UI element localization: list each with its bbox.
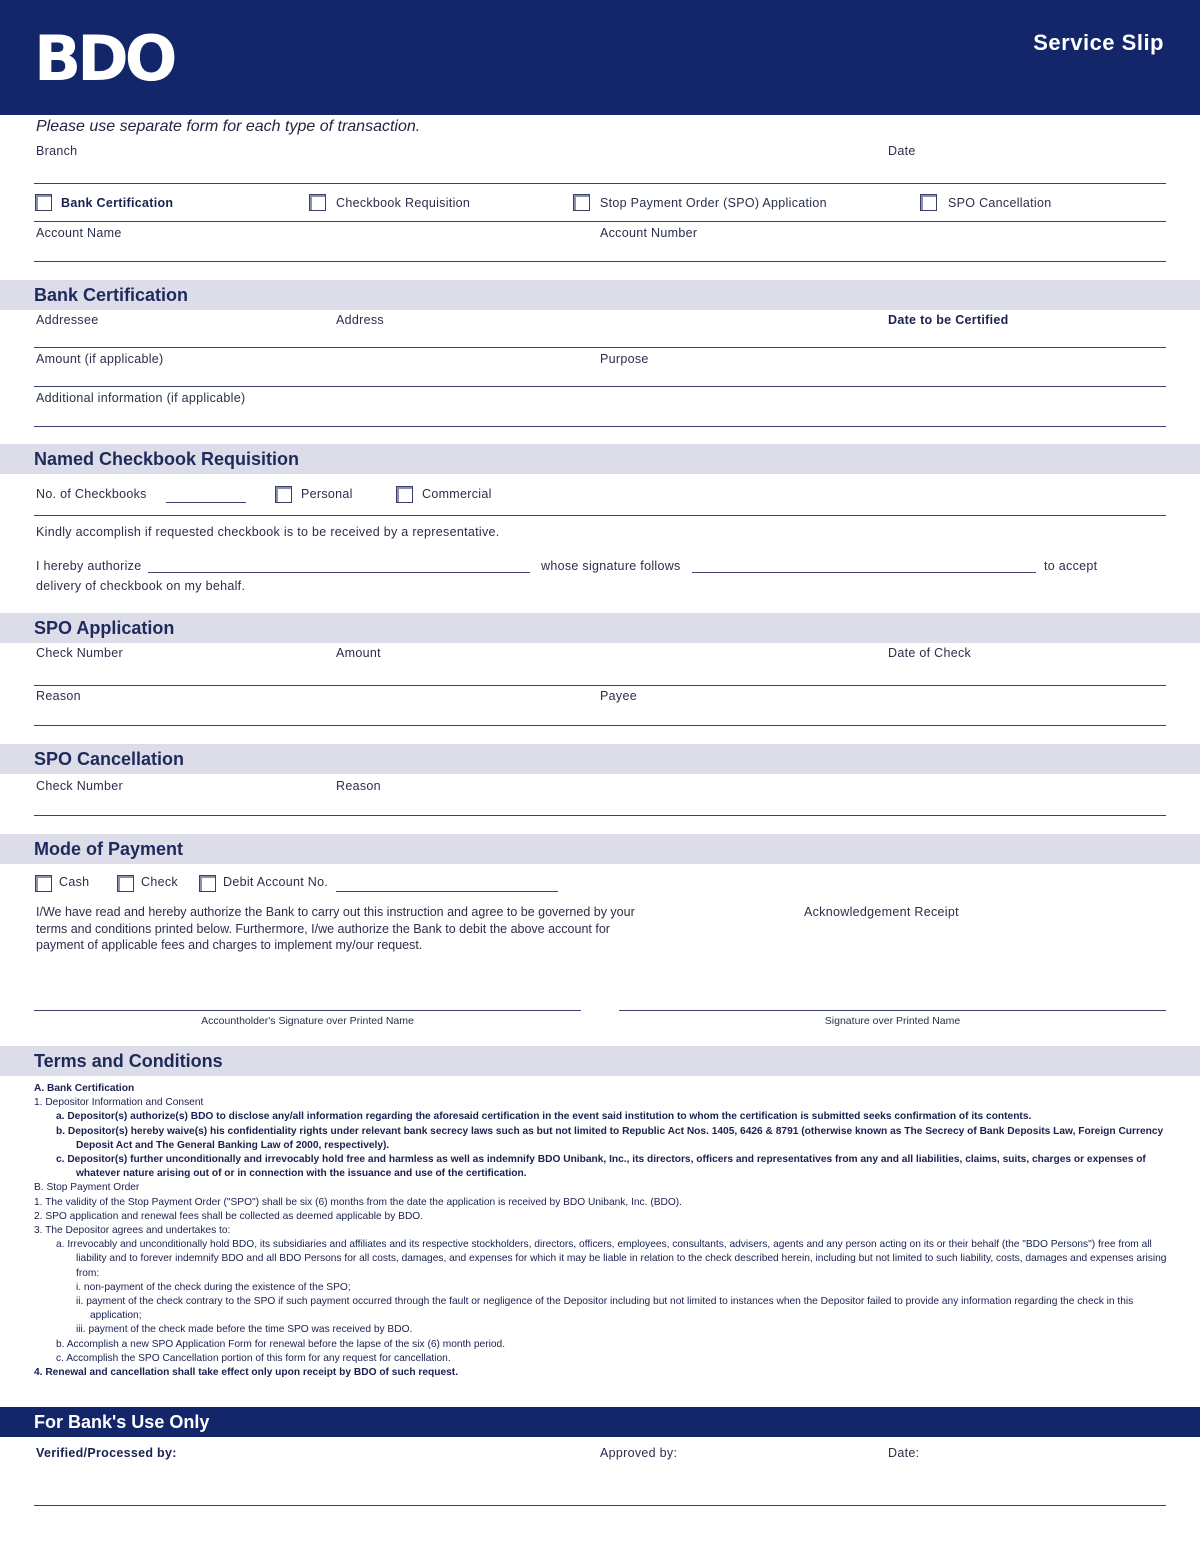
bank-certification-band (0, 280, 1200, 310)
debit-account-label: Debit Account No. (223, 875, 329, 889)
commercial-checkbox[interactable] (396, 486, 413, 503)
date-label: Date (888, 144, 916, 158)
bank-use-line[interactable] (34, 1505, 1166, 1506)
amount-label: Amount (if applicable) (36, 352, 164, 366)
additional-info-line[interactable] (34, 426, 1166, 427)
terms-a1b: b. Depositor(s) hereby waive(s) his confidentiality rights under relevant bank secrecy laws such as but not limited to Republic Act Nos. 1405, 6426 & 8791 (otherwise known as The Secrecy of Bank Deposits Law, Foreign Currency Deposit Act and The General Banking Law of 2000, respectively). (56, 1125, 1164, 1151)
terms-heading: Terms and Conditions (34, 1051, 223, 1071)
terms-a1: 1. Depositor Information and Consent (34, 1097, 204, 1109)
date-of-check-label: Date of Check (888, 646, 972, 660)
form-note: Please use separate form for each type of transaction. (36, 118, 421, 135)
terms-body (34, 1082, 1169, 1380)
spo-amount-label: Amount (336, 646, 381, 660)
terms-b4: 4. Renewal and cancellation shall take effect only upon receipt by BDO of such request. (34, 1367, 459, 1379)
address-label: Address (336, 313, 384, 327)
cash-label: Cash (59, 875, 90, 889)
spo-cancellation-option: SPO Cancellation (948, 196, 1052, 210)
spo-reason-label: Reason (36, 689, 81, 703)
checkbook-requisition-option: Checkbook Requisition (336, 196, 471, 210)
signature-follows-label: whose signature follows (541, 559, 681, 573)
check-number-label: Check Number (36, 646, 123, 660)
terms-band (0, 1046, 1200, 1076)
cancellation-line[interactable] (34, 815, 1166, 816)
authorization-text: I/We have read and hereby authorize the Bank to carry out this instruction and agree to be governed by your terms and conditions printed below. Furthermore, I/we authorize the Bank to debit the above account for payment of applicable fees and charges to implement my/our request. (36, 905, 635, 952)
checkbook-band (0, 444, 1200, 474)
header-bar (0, 0, 1200, 115)
terms-b2: 2. SPO application and renewal fees shall be collected as deemed applicable by BDO. (34, 1210, 424, 1222)
to-accept-label: to accept (1044, 559, 1098, 573)
payee-label: Payee (600, 689, 637, 703)
no-of-checkbooks-field[interactable] (166, 502, 246, 503)
spo-application-checkbox[interactable] (573, 194, 590, 211)
personal-label: Personal (301, 487, 353, 501)
debit-account-field[interactable] (336, 891, 558, 892)
cancel-check-number-label: Check Number (36, 779, 123, 793)
representative-name-field[interactable] (148, 572, 530, 573)
receiver-signature-caption: Signature over Printed Name (824, 1015, 961, 1027)
branch-label: Branch (36, 144, 78, 158)
bank-certification-option: Bank Certification (61, 196, 174, 210)
branch-date-line[interactable] (34, 183, 1166, 184)
spo-cancellation-heading: SPO Cancellation (34, 749, 185, 769)
holder-signature-caption: Accountholder's Signature over Printed Name (201, 1015, 414, 1027)
verified-label: Verified/Processed by: (36, 1446, 177, 1460)
spo-application-option: Stop Payment Order (SPO) Application (600, 196, 827, 210)
bdo-logo: BDO (34, 22, 174, 95)
bank-use-band (0, 1407, 1200, 1437)
spo-application-band (0, 613, 1200, 643)
amount-purpose-line[interactable] (34, 386, 1166, 387)
no-of-checkbooks-label: No. of Checkbooks (36, 487, 147, 501)
checkbook-requisition-checkbox[interactable] (309, 194, 326, 211)
date-to-be-certified-label: Date to be Certified (888, 313, 1009, 327)
terms-b3a-ii: ii. payment of the check contrary to the SPO if such payment occurred through the fault or negligence of the Depositor including but not limited to instances when the Depositor failed to provide any information regarding the check in this application; (76, 1296, 1134, 1322)
delivery-label: delivery of checkbook on my behalf. (36, 579, 246, 593)
form-title: Service Slip (1033, 30, 1164, 55)
addressee-label: Addressee (36, 313, 99, 327)
addressee-line[interactable] (34, 347, 1166, 348)
bank-certification-checkbox[interactable] (35, 194, 52, 211)
account-number-label: Account Number (600, 226, 698, 240)
divider (34, 221, 1166, 222)
authorize-label: I hereby authorize (36, 559, 142, 573)
divider (34, 515, 1166, 516)
commercial-label: Commercial (422, 487, 492, 501)
terms-b3a: a. Irrevocably and unconditionally hold BDO, its subsidiaries and affiliates and its respective stockholders, directors, officers, employees, consultants, advisers, agents and any person acting on its or their behalf (the "BDO Persons") free from all liability and to forever indemnify BDO and all BDO Persons for all costs, damages, and expenses for which it may be liable in relation to the check described herein, including but not limited to such liability, costs, damages and expenses arising from: (56, 1239, 1167, 1279)
terms-b3b: b. Accomplish a new SPO Application Form for renewal before the lapse of the six (6) month period. (56, 1338, 506, 1350)
check-details-line[interactable] (34, 685, 1166, 686)
terms-b3a-i: i. non-payment of the check during the existence of the SPO; (76, 1281, 351, 1293)
approved-label: Approved by: (600, 1446, 678, 1460)
check-label: Check (141, 875, 178, 889)
checkbook-heading: Named Checkbook Requisition (34, 449, 300, 469)
checkbook-instruction: Kindly accomplish if requested checkbook is to be received by a representative. (36, 525, 500, 539)
purpose-label: Purpose (600, 352, 649, 366)
representative-signature-field[interactable] (692, 572, 1036, 573)
account-line[interactable] (34, 261, 1166, 262)
check-checkbox[interactable] (117, 875, 134, 892)
terms-b-title: B. Stop Payment Order (34, 1182, 140, 1194)
debit-checkbox[interactable] (199, 875, 216, 892)
acknowledgement-label: Acknowledgement Receipt (804, 905, 959, 919)
holder-signature-line[interactable] (34, 1010, 581, 1011)
receiver-signature-line[interactable] (619, 1010, 1166, 1011)
terms-b3a-iii: iii. payment of the check made before the time SPO was received by BDO. (76, 1324, 413, 1336)
spo-application-heading: SPO Application (34, 618, 175, 638)
terms-a1c: c. Depositor(s) further unconditionally and irrevocably hold free and harmless as well as indemnify BDO Unibank, Inc., its directors, officers and representatives from any and all liabilities, claims, suits, charges or expenses of whatever nature arising out of or in connection with the issuance and use of the certification. (56, 1154, 1146, 1180)
payment-heading: Mode of Payment (34, 839, 184, 859)
cash-checkbox[interactable] (35, 875, 52, 892)
terms-b1: 1. The validity of the Stop Payment Order ("SPO") shall be six (6) months from the date the application is received by BDO Unibank, Inc. (BDO). (34, 1196, 683, 1208)
terms-b3: 3. The Depositor agrees and undertakes to: (34, 1225, 231, 1237)
terms-a1a: a. Depositor(s) authorize(s) BDO to disclose any/all information regarding the aforesaid certification in the event said institution to whom the certification is submitted seeks confirmation of its contents. (56, 1111, 1032, 1123)
reason-payee-line[interactable] (34, 725, 1166, 726)
payment-band (0, 834, 1200, 864)
spo-cancellation-checkbox[interactable] (920, 194, 937, 211)
account-name-label: Account Name (36, 226, 122, 240)
spo-cancellation-band (0, 744, 1200, 774)
bank-use-heading: For Bank's Use Only (34, 1412, 210, 1432)
cancel-reason-label: Reason (336, 779, 381, 793)
terms-a-title: A. Bank Certification (34, 1083, 135, 1094)
personal-checkbox[interactable] (275, 486, 292, 503)
bank-certification-heading: Bank Certification (34, 285, 189, 305)
terms-b3c: c. Accomplish the SPO Cancellation portion of this form for any request for cancellation. (56, 1352, 451, 1364)
bank-date-label: Date: (888, 1446, 920, 1460)
additional-info-label: Additional information (if applicable) (36, 391, 246, 405)
